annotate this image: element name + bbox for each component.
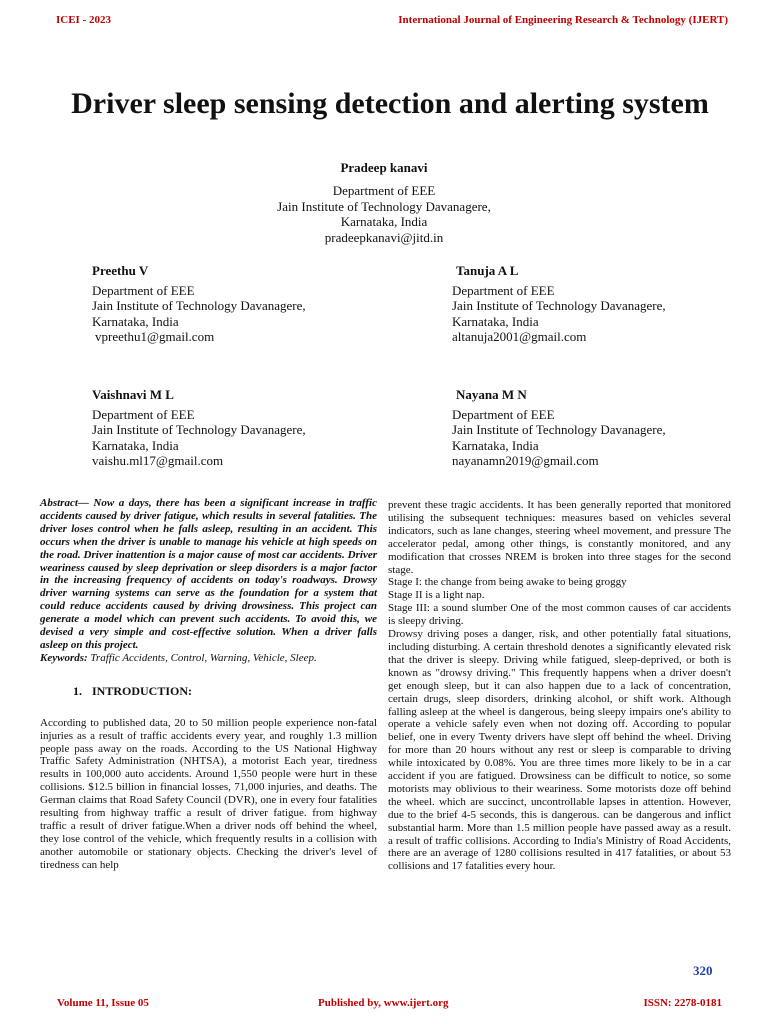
body-paragraph: prevent these tragic accidents. It has been generally reported that monitored utilising the subsequent techniques: measures based on vehicles several indicators, such as lane changes, steering wheel movement, and pressure The accelerator pedal, among other things, is constantly monitored, and any modification that crosses NREM is broken into three stages for the second stage. xyxy=(388,499,731,576)
author-institute: Jain Institute of Technology Davanagere, xyxy=(452,422,666,437)
abstract: Abstract— Now a days, there has been a significant increase in traffic accidents caused by driver fatigue, which results in several fatalities. The driver loses control when he falls asleep, resulting in an accident. This occurs when the driver is unable to manage his vehicle at high speeds on the road. Driver inattention is a major cause of most car accidents. Driver weariness caused by sleep deprivation or sleep disorders is a major factor in the increasing frequency of accidents on today's roadways. Drowsy driver warning systems can serve as the foundation for a system that could reduce accidents caused by driving drowsiness. This project can generate a model which can prevent such accidents. To avoid this, we devised a very simple and cost-effective solution. When a driver falls asleep on this project. xyxy=(40,497,377,651)
keywords-text: Traffic Accidents, Control, Warning, Vehicle, Sleep. xyxy=(87,651,317,664)
section-number: 1. xyxy=(73,683,82,698)
author-email: vaishu.ml17@gmail.com xyxy=(92,453,224,468)
author-institute: Jain Institute of Technology Davanagere, xyxy=(452,298,666,313)
author-institute: Jain Institute of Technology Davanagere, xyxy=(92,422,306,437)
stage-three: Stage III: a sound slumber One of the most common causes of car accidents is sleepy driving. xyxy=(388,602,731,628)
author-institute: Jain Institute of Technology Davanagere, xyxy=(92,298,306,313)
author-block-2 xyxy=(452,263,666,345)
header-conference: ICEI - 2023 xyxy=(56,14,112,26)
main-author-institute: Jain Institute of Technology Davanagere, xyxy=(277,198,491,214)
author-name: Preethu V xyxy=(92,263,149,278)
author-department: Department of EEE xyxy=(452,406,555,422)
stage-two: Stage II is a light nap. xyxy=(388,589,485,602)
body-paragraph: Drowsy driving poses a danger, risk, and other potentially fatal situations, including disturbing. A certain threshold denotes a significantly elevated risk that the driver is sleepy. Driving while fatigued, sleep-deprived, or both is known as "drowsy driving." This frequently happens when a driver doesn't get enough sleep, but it can also happen due to a lack of concentration, certain drugs, sleep disorders, drinking alcohol, or shift work. Although falling asleep at the wheel is dangerous, being sleepy impairs one's ability to operate a vehicle safely even when not dozing off. According to popular belief, one in every Twenty drivers have slept off behind the wheel. Driving for more than 20 hours without any rest or sleep is comparable to driving while intoxicated by 0.08%. You are three times more likely to be in a car accident if you are fatigued. Drowsiness can be difficult to notice, so some motorists may oblivious to their weariness. Some motorists doze off behind the wheel. which are succinct, uncontrollable lapses in attention. However, due to the brief 4-5 seconds, this is dangerous. can be dangerous and inflict substantial harm. More than 1.5 million people have passed away as a result. a result of traffic collisions. According to India's Ministry of Road Accidents, there are an average of 1280 collisions resulted in 417 fatalities, or about 53 collisions and 17 fatalities every hour. xyxy=(388,628,731,873)
main-author-affiliation xyxy=(0,183,768,245)
author-name: Vaishnavi M L xyxy=(92,387,174,402)
intro-paragraph: According to published data, 20 to 50 million people experience non-fatal injuries as a result of traffic accidents every year, and roughly 1.3 million people pass away on the roads. According to the US National Highway Traffic Safety Administration (NHTSA), a motorist Each year, tiredness results in 100,000 auto accidents. Around 1,550 people were hurt in these collisions. $12.5 billion in financial losses, 71,000 injuries, and deaths. The German claims that Road Safety Council (DVR), one in every four fatalities resulting from highway traffic a result of driver fatigue. from highway traffic a result of driver fatigue.When a driver nods off behind the wheel, they lose control of the vehicle, which frequently results in a collision with another automobile or stationary objects. Checking the driver's level of tiredness can help xyxy=(40,716,377,871)
author-email: altanuja2001@gmail.com xyxy=(452,329,587,344)
footer-issn: ISSN: 2278-0181 xyxy=(643,997,722,1009)
author-name: Tanuja A L xyxy=(456,263,519,278)
section-heading-introduction xyxy=(73,685,377,698)
author-block-4 xyxy=(452,387,666,469)
left-column xyxy=(40,497,377,872)
author-department: Department of EEE xyxy=(92,406,195,422)
stage-one: Stage I: the change from being awake to being groggy xyxy=(388,576,627,589)
header-journal: International Journal of Engineering Research & Technology (IJERT) xyxy=(398,14,728,26)
author-location: Karnataka, India xyxy=(452,313,539,329)
author-email: vpreethu1@gmail.com xyxy=(95,329,215,344)
author-block-3 xyxy=(92,387,306,469)
keywords-label: Keywords: xyxy=(40,651,88,664)
author-location: Karnataka, India xyxy=(452,437,539,453)
author-location: Karnataka, India xyxy=(92,313,179,329)
author-department: Department of EEE xyxy=(92,282,195,298)
author-email: nayanamn2019@gmail.com xyxy=(452,453,599,468)
main-author-name: Pradeep kanavi xyxy=(340,160,428,175)
keywords xyxy=(40,652,377,665)
section-title: INTRODUCTION: xyxy=(92,683,193,698)
right-column xyxy=(388,499,731,873)
author-name: Nayana M N xyxy=(456,387,527,402)
page-number: 320 xyxy=(693,963,713,978)
main-author-location: Karnataka, India xyxy=(340,214,428,229)
main-author-email: pradeepkanavi@jitd.in xyxy=(324,229,444,245)
footer-volume: Volume 11, Issue 05 xyxy=(57,997,149,1009)
main-author-department: Department of EEE xyxy=(332,183,436,198)
author-location: Karnataka, India xyxy=(92,437,179,453)
paper-title: Driver sleep sensing detection and alerting system xyxy=(71,87,709,120)
footer-publisher: Published by, www.ijert.org xyxy=(318,997,449,1009)
author-block-1 xyxy=(92,263,306,345)
author-department: Department of EEE xyxy=(452,282,555,298)
